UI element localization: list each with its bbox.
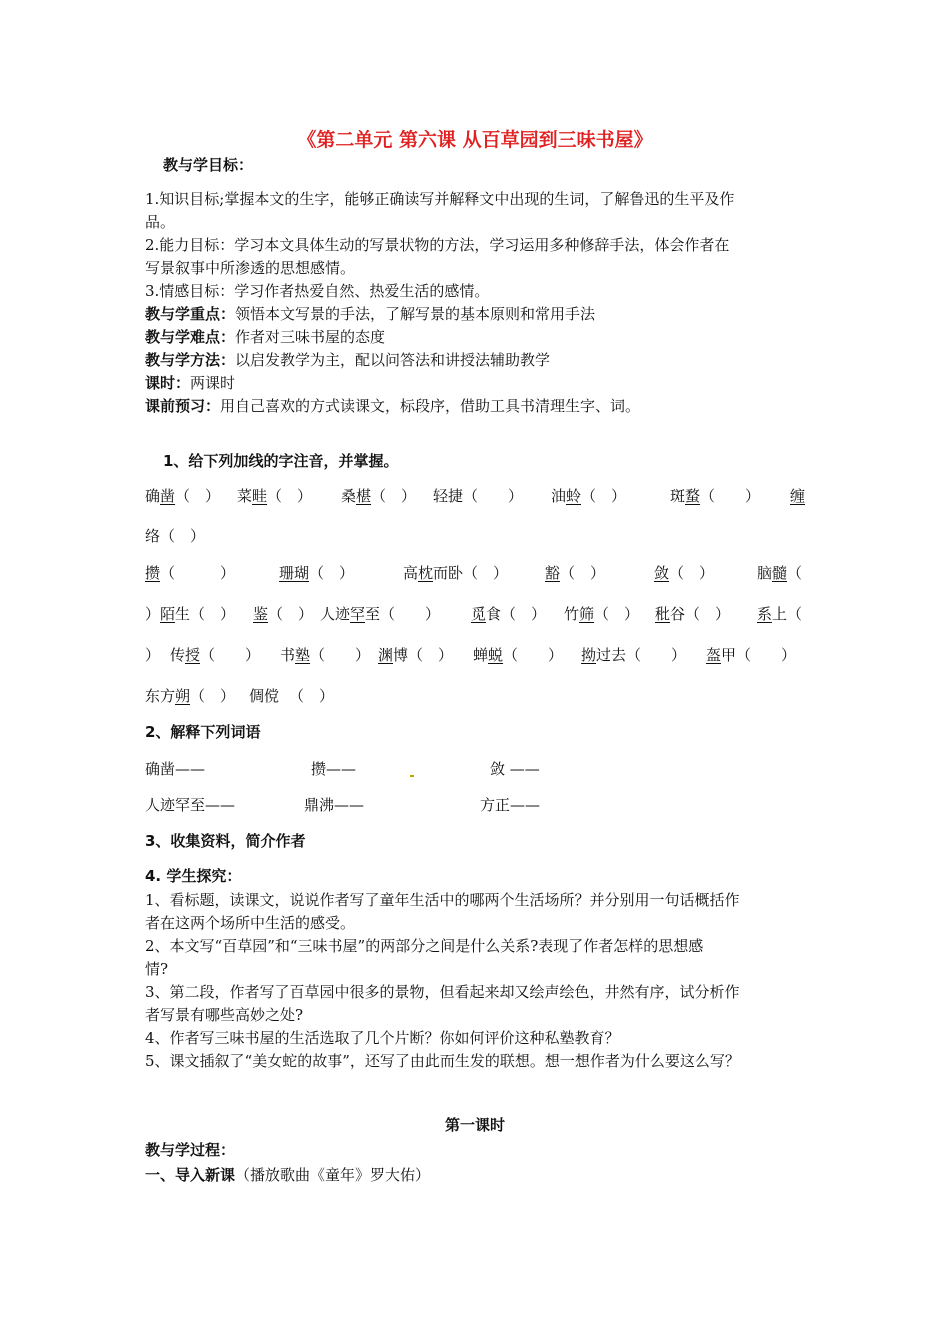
inquiry-q2-line1: 2、本文写“百草园”和“三味书屋”的两部分之间是什么关系?表现了作者怎样的思想感 bbox=[145, 937, 704, 955]
process-heading: 教与学过程： bbox=[145, 1141, 236, 1159]
word-item: 人迹罕至（ ） bbox=[320, 605, 441, 623]
goal-knowledge-line1: 1.知识目标;掌握本文的生字，能够正确读写并解释文中出现的生词，了解鲁迅的生平及作 bbox=[145, 190, 735, 208]
word-item: 系上（ bbox=[757, 605, 803, 623]
word-item: 倜傥 （ ） bbox=[249, 687, 335, 705]
define-item: 方正—— bbox=[480, 796, 541, 814]
word-item: 书塾（ ） bbox=[280, 646, 371, 664]
word-item: 缠 bbox=[790, 487, 806, 505]
method-label: 教与学方法： bbox=[145, 351, 236, 369]
stray-dot bbox=[410, 775, 414, 777]
goal-ability-line2: 写景叙事中所渗透的思想感情。 bbox=[145, 259, 356, 277]
word-item: 鉴（ ） bbox=[253, 605, 314, 623]
section1-heading: 1、给下列加线的字注音，并掌握。 bbox=[163, 452, 399, 470]
define-row-2 bbox=[145, 794, 825, 818]
inquiry-q3-line2: 者写景有哪些高妙之处? bbox=[145, 1006, 304, 1024]
page-title: 《第二单元 第六课 从百草园到三味书屋》 bbox=[297, 129, 653, 151]
word-item: 秕谷（ ） bbox=[655, 605, 731, 623]
goal-ability-line1: 2.能力目标：学习本文具体生动的写景状物的方法，学习运用多种修辞手法，体会作者在 bbox=[145, 236, 730, 254]
hours-line bbox=[145, 372, 825, 395]
define-item: 鼎沸—— bbox=[304, 796, 365, 814]
preview-text: 用自己喜欢的方式读课文，标段序，借助工具书清理生字、词。 bbox=[220, 397, 641, 415]
goals-heading: 教与学目标： bbox=[163, 156, 254, 174]
key-point-line bbox=[145, 303, 825, 326]
section4-heading: 4. 学生探究： bbox=[145, 867, 242, 885]
word-item: 油蛉（ ） bbox=[551, 487, 627, 505]
word-item: 渊博（ ） bbox=[378, 646, 454, 664]
goal-emotion: 3.情感目标：学习作者热爱自然、热爱生活的感情。 bbox=[145, 282, 490, 300]
pinyin-row-4 bbox=[145, 603, 825, 627]
method-line bbox=[145, 349, 825, 372]
word-item: 菜畦（ ） bbox=[237, 487, 313, 505]
inquiry-q2-line2: 情? bbox=[145, 960, 169, 978]
word-item: 斑蝥（ ） bbox=[670, 487, 761, 505]
word-item: 拗过去（ ） bbox=[581, 646, 687, 664]
key-point-text: 领悟本文写景的手法，了解写景的基本原则和常用手法 bbox=[235, 305, 596, 323]
word-item: 珊瑚（ ） bbox=[279, 564, 355, 582]
key-point-label: 教与学重点： bbox=[145, 305, 236, 323]
word-item: 攒（ ） bbox=[145, 564, 236, 582]
difficulty-text: 作者对三味书屋的态度 bbox=[235, 328, 386, 346]
hours-text: 两课时 bbox=[190, 374, 236, 392]
intro-label: 一、导入新课 bbox=[145, 1166, 236, 1184]
inquiry-q1-line2: 者在这两个场所中生活的感受。 bbox=[145, 914, 356, 932]
word-item: 东方朔（ ） bbox=[145, 687, 236, 705]
word-item: 桑椹（ ） bbox=[341, 487, 417, 505]
word-item: 高枕而卧（ ） bbox=[403, 564, 509, 582]
word-item: 觅食（ ） bbox=[471, 605, 547, 623]
preview-line bbox=[145, 395, 825, 418]
hours-label: 课时： bbox=[145, 374, 191, 392]
word-item: 蝉蜕（ ） bbox=[473, 646, 564, 664]
goal-knowledge-line2: 品。 bbox=[145, 213, 176, 231]
inquiry-q3-line1: 3、第二段，作者写了百草园中很多的景物，但看起来却又绘声绘色，井然有序，试分析作 bbox=[145, 983, 740, 1001]
word-item: ）陌生（ ） bbox=[145, 605, 236, 623]
pinyin-row-2 bbox=[145, 525, 825, 549]
define-item: 攒—— bbox=[311, 760, 357, 778]
define-item: 确凿—— bbox=[145, 760, 206, 778]
word-item: 脑髓（ bbox=[757, 564, 803, 582]
pinyin-row-1 bbox=[145, 485, 825, 509]
word-item: 竹筛（ ） bbox=[564, 605, 640, 623]
lesson1-heading: 第一课时 bbox=[444, 1116, 505, 1134]
pinyin-row-3 bbox=[145, 562, 825, 586]
word-item: 豁（ ） bbox=[545, 564, 606, 582]
word-item: 轻捷（ ） bbox=[433, 487, 524, 505]
define-item: 人迹罕至—— bbox=[145, 796, 236, 814]
section3-heading: 3、收集资料，简介作者 bbox=[145, 832, 306, 850]
inquiry-q1-line1: 1、看标题，读课文，说说作者写了童年生活中的哪两个生活场所？并分别用一句话概括作 bbox=[145, 891, 740, 909]
pinyin-row-6 bbox=[145, 685, 825, 709]
preview-label: 课前预习： bbox=[145, 397, 221, 415]
word-item: 传授（ ） bbox=[170, 646, 261, 664]
define-item: 敛 —— bbox=[490, 760, 540, 778]
difficulty-label: 教与学难点： bbox=[145, 328, 236, 346]
goals-list bbox=[145, 188, 825, 418]
word-item: 敛（ ） bbox=[654, 564, 715, 582]
inquiry-q4: 4、作者写三味书屋的生活选取了几个片断？你如何评价这种私塾教育？ bbox=[145, 1029, 620, 1047]
define-row-1 bbox=[145, 758, 825, 782]
word-item: 盔甲（ ） bbox=[706, 646, 797, 664]
intro-text: （播放歌曲《童年》罗大佑） bbox=[235, 1166, 431, 1184]
intro-line bbox=[145, 1164, 430, 1186]
word-item: 确凿（ ） bbox=[145, 487, 221, 505]
pinyin-row-5 bbox=[145, 644, 825, 668]
inquiry-list bbox=[145, 889, 825, 1073]
word-item: 络（ ） bbox=[145, 527, 206, 545]
word-item: ） bbox=[145, 646, 161, 664]
difficulty-line bbox=[145, 326, 825, 349]
inquiry-q5: 5、课文插叙了“美女蛇的故事”，还写了由此而生发的联想。想一想作者为什么要这么写？ bbox=[145, 1052, 740, 1070]
method-text: 以启发教学为主，配以问答法和讲授法辅助教学 bbox=[235, 351, 551, 369]
section2-heading: 2、解释下列词语 bbox=[145, 723, 261, 741]
